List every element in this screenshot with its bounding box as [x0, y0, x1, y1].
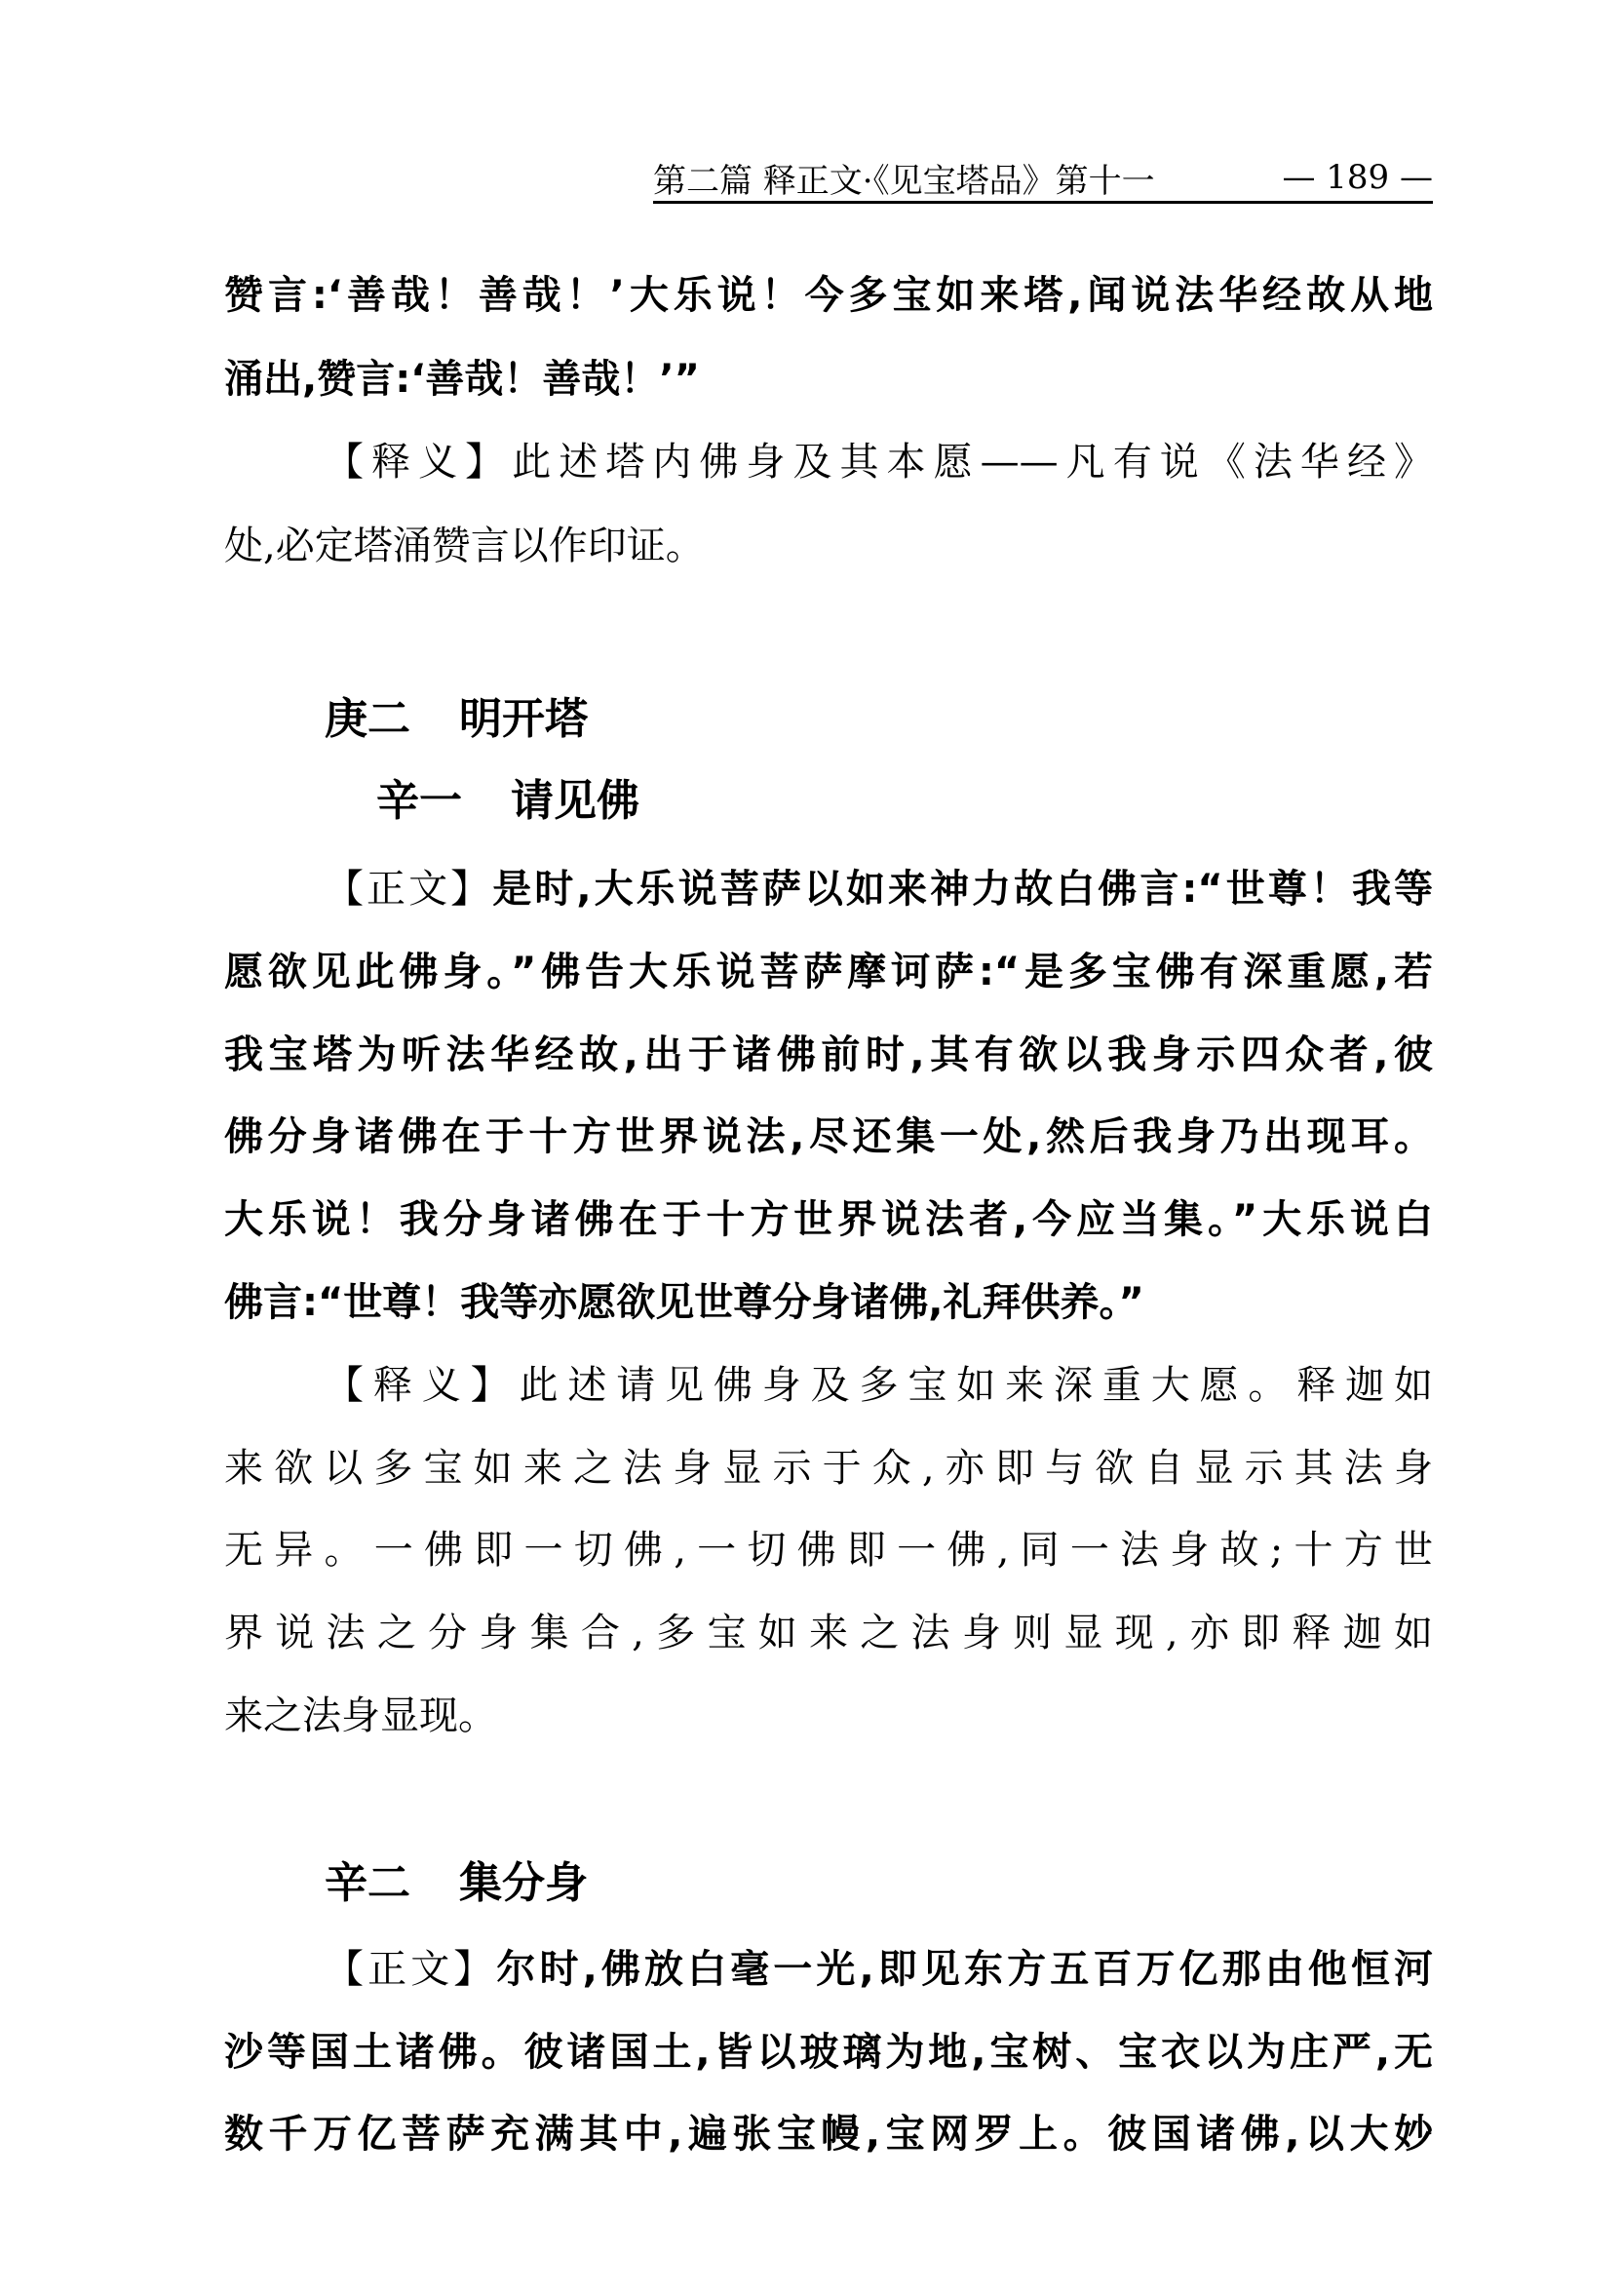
text-line: 佛分身诸佛在于十方世界说法,尽还集一处,然后我身乃出现耳。: [224, 1114, 1433, 1159]
text-line: 赞言:‘善哉！善哉！’大乐说！今多宝如来塔,闻说法华经故从地: [224, 273, 1433, 318]
text-line: 处,必定塔涌赞言以作印证。: [224, 524, 705, 568]
heading-label: 庚二: [325, 694, 410, 744]
text-line: 来欲以多宝如来之法身显示于众,亦即与欲自显示其法身: [224, 1446, 1433, 1491]
page-number: — 189 —: [1282, 158, 1433, 197]
text-span: 是时,大乐说菩萨以如来神力故白佛言:“世尊！我等: [492, 867, 1433, 912]
heading-title: 集分身: [459, 1858, 588, 1908]
text-line: [325, 1930, 1433, 2008]
paragraph-tag: 【释义】: [325, 440, 513, 485]
text-line: 我宝塔为听法华经故,出于诸佛前时,其有欲以我身示四众者,彼: [224, 1032, 1433, 1077]
subsection-heading: [325, 1845, 588, 1923]
text-line: 无异。一佛即一切佛,一切佛即一佛,同一法身故;十方世: [224, 1528, 1433, 1573]
heading-title: 明开塔: [459, 694, 588, 744]
header-rule: [653, 201, 1433, 204]
text-line: [325, 423, 1433, 501]
text-line: 愿欲见此佛身。”佛告大乐说菩萨摩诃萨:“是多宝佛有深重愿,若: [224, 950, 1433, 994]
text-line: 界说法之分身集合,多宝如来之法身则显现,亦即释迦如: [224, 1611, 1433, 1655]
text-span: 尔时,佛放白毫一光,即见东方五百万亿那由他恒河: [496, 1947, 1434, 1992]
heading-label: 辛一: [376, 776, 462, 826]
text-line: 沙等国土诸佛。彼诸国土,皆以玻璃为地,宝树、宝衣以为庄严,无: [224, 2030, 1433, 2075]
running-header: [653, 156, 1433, 199]
section-heading: [325, 681, 588, 759]
text-line: 涌出,赞言:‘善哉！善哉！’”: [224, 357, 700, 402]
paragraph-tag: 【正文】: [325, 867, 493, 912]
running-title: 第二篇 释正文·《见宝塔品》第十一: [653, 161, 1155, 201]
text-line: 数千万亿菩萨充满其中,遍张宝幔,宝网罗上。彼国诸佛,以大妙: [224, 2112, 1433, 2157]
text-line: [325, 1346, 1433, 1424]
text-span: 此述请见佛身及多宝如来深重大愿。释迦如: [519, 1363, 1434, 1408]
text-line: 大乐说！我分身诸佛在于十方世界说法者,今应当集。”大乐说白: [224, 1197, 1433, 1242]
text-line: 佛言:“世尊！我等亦愿欲见世尊分身诸佛,礼拜供养。”: [224, 1280, 1144, 1325]
text-line: 来之法身显现。: [224, 1693, 497, 1738]
subsection-heading: [376, 762, 639, 840]
heading-label: 辛二: [325, 1858, 410, 1908]
text-line: [325, 850, 1433, 928]
heading-title: 请见佛: [511, 776, 639, 826]
paragraph-tag: 【释义】: [325, 1363, 520, 1408]
text-span: 此述塔内佛身及其本愿——凡有说《法华经》: [512, 440, 1434, 485]
paragraph-tag: 【正文】: [325, 1947, 497, 1992]
